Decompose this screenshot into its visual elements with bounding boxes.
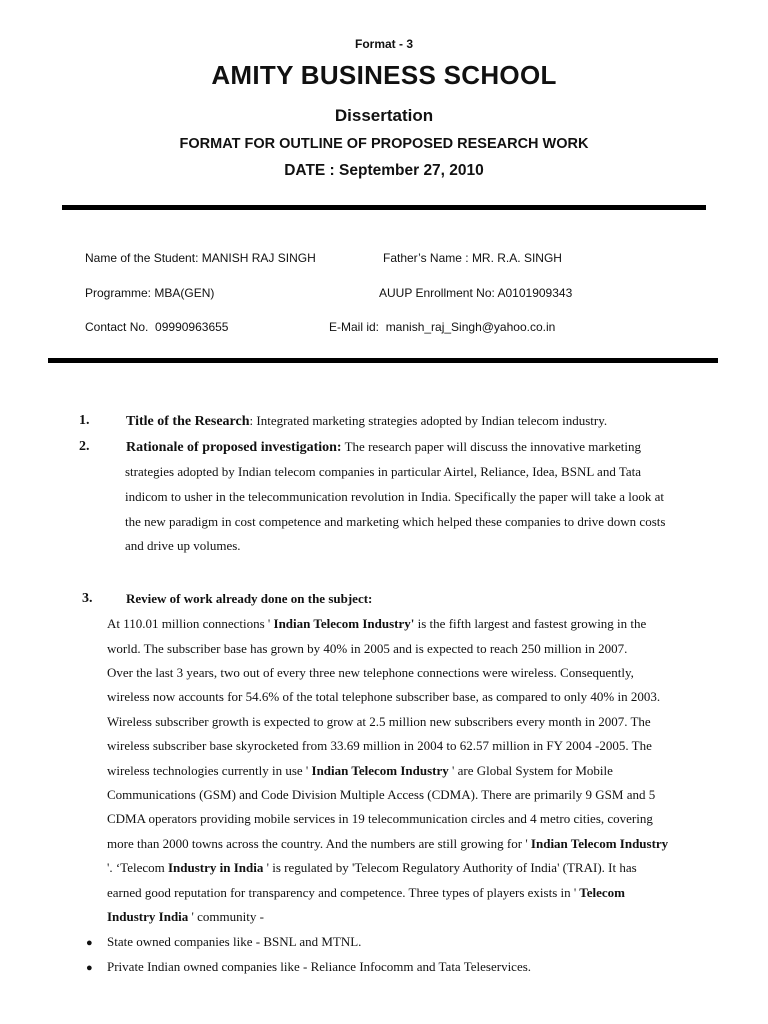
document-date: DATE : September 27, 2010 (284, 162, 484, 179)
review-emphasis: Telecom (576, 885, 625, 900)
review-line-13 (107, 909, 264, 925)
review-line-12 (107, 885, 625, 901)
programme-label: Programme: (85, 286, 152, 300)
section-1-line (126, 413, 607, 430)
review-line-5: Wireless subscriber growth is expected to grow at 2.5 million new subscribers every month in 2007. The (107, 714, 651, 729)
document-subtitle: FORMAT FOR OUTLINE OF PROPOSED RESEARCH WORK (179, 136, 589, 152)
contact-value: 09990963655 (155, 320, 229, 334)
review-line-7 (107, 763, 613, 779)
bottom-divider (48, 358, 718, 363)
email-field (329, 320, 555, 334)
review-text: ' are Global System for Mobile (448, 763, 613, 778)
review-line-6: wireless subscriber base skyrocketed from 33.69 million in 2004 to 62.57 million in FY 2004 -2005. The (107, 738, 652, 753)
review-text: '. ‘Telecom (107, 860, 168, 875)
review-text: is the fifth largest and fastest growing in the (414, 616, 647, 631)
bullet-item-2: Private Indian owned companies like - Reliance Infocomm and Tata Teleservices. (107, 959, 532, 974)
bullet-item-1: State owned companies like - BSNL and MTNL. (107, 934, 362, 949)
email-label: E-Mail id: (329, 320, 380, 334)
enrollment-label: AUUP Enrollment No: (379, 286, 495, 300)
student-name-field (85, 251, 316, 265)
enrollment-value: A0101909343 (497, 286, 573, 300)
contact-label: Contact No. (85, 320, 149, 334)
review-emphasis: Industry India (107, 909, 189, 924)
format-label: Format - 3 (354, 37, 413, 51)
section-2-line-4: the new paradigm in cost competence and marketing which helped these companies to drive down costs (125, 514, 666, 529)
review-text: more than 2000 towns across the country. And the numbers are still growing for ' (107, 836, 528, 851)
father-name-value: MR. R.A. SINGH (471, 251, 562, 265)
review-text: wireless technologies currently in use ' (107, 763, 309, 778)
top-divider (62, 205, 706, 210)
review-line-10 (107, 836, 668, 852)
review-emphasis: Indian Telecom Industry (527, 836, 669, 851)
section-1-heading: Title of the Research (126, 414, 250, 429)
father-name-field (383, 251, 562, 265)
review-emphasis: Indian Telecom Industry (308, 763, 449, 778)
section-1-number: 1. (79, 413, 90, 428)
review-line-1 (107, 616, 646, 632)
father-name-label: Father’s Name : (383, 251, 469, 265)
school-title: AMITY BUSINESS SCHOOL (211, 60, 557, 90)
review-line-9: CDMA operators providing mobile services in 19 telecommunication circles and 4 metro cities, covering (107, 811, 653, 826)
review-line-2: world. The subscriber base has grown by 40% in 2005 and is expected to reach 250 million in 2007. (107, 641, 628, 656)
section-1-text: : Integrated marketing strategies adopted by Indian telecom industry. (249, 413, 608, 428)
bullet-dot-icon: ● (86, 962, 93, 974)
enrollment-field (379, 286, 572, 300)
section-2-heading: Rationale of proposed investigation: (126, 440, 342, 455)
section-2-line-2: strategies adopted by Indian telecom companies in particular Airtel, Reliance, Idea, BSNL and Tata (125, 464, 642, 479)
programme-value: MBA(GEN) (154, 286, 215, 300)
review-emphasis: Indian Telecom Industry' (270, 616, 415, 631)
review-text: ' community - (188, 909, 264, 924)
section-2-line-1 (126, 439, 641, 456)
section-2-line-3: indicom to usher in the telecommunication revolution in India. Specifically the paper will take a look at (125, 489, 664, 504)
review-text: At 110.01 million connections ' (107, 616, 271, 631)
student-name-value: MANISH RAJ SINGH (201, 251, 316, 265)
email-value: manish_raj_Singh@yahoo.co.in (385, 320, 556, 334)
review-text: ' is regulated by 'Telecom Regulatory Authority of India' (TRAI). It has (263, 860, 637, 875)
student-name-label: Name of the Student: (85, 251, 199, 265)
section-2-text-1: The research paper will discuss the innovative marketing (344, 439, 641, 454)
review-line-4: wireless now accounts for 54.6% of the total telephone subscriber base, as compared to only 40% in 2003. (107, 689, 661, 704)
programme-field (85, 286, 214, 300)
contact-field (85, 320, 228, 334)
review-text: earned good reputation for transparency and competence. Three types of players exists in ' (107, 885, 577, 900)
review-line-11 (107, 860, 637, 876)
bullet-dot-icon: ● (86, 937, 93, 949)
section-3-heading: Review of work already done on the subject: (126, 591, 373, 606)
review-line-3: Over the last 3 years, two out of every three new telephone connections were wireless. Consequently, (107, 665, 634, 680)
review-line-8: Communications (GSM) and Code Division Multiple Access (CDMA). There are primarily 9 GSM and 5 (107, 787, 656, 802)
section-2-number: 2. (79, 439, 90, 454)
section-2-line-5: and drive up volumes. (125, 538, 241, 553)
review-emphasis: Industry in India (168, 860, 264, 875)
document-type: Dissertation (334, 106, 434, 125)
section-3-number: 3. (82, 591, 93, 606)
